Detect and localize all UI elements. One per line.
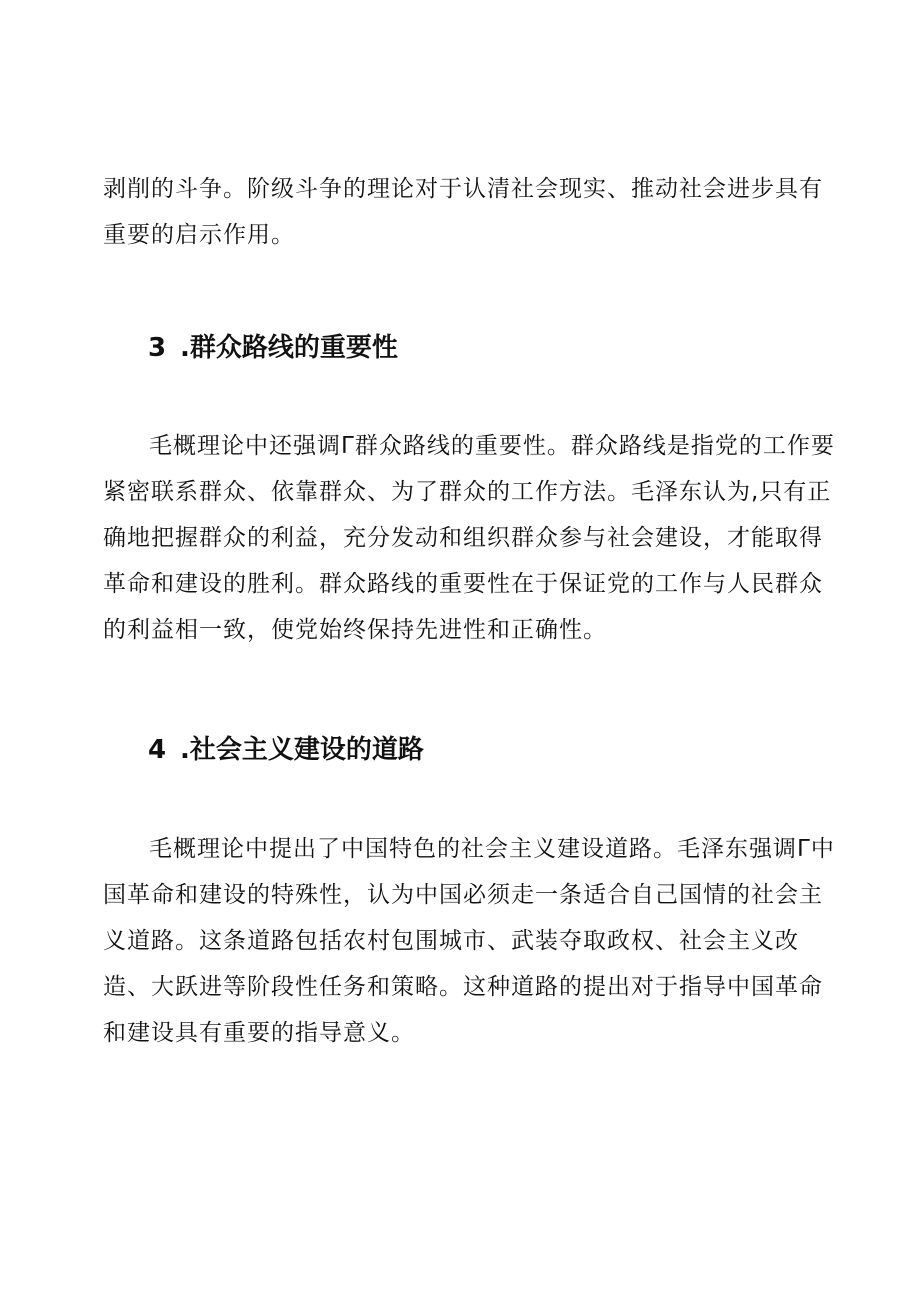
section-4-heading [148, 730, 424, 770]
paragraph-line: 国革命和建设的特殊性，认为中国必须走一条适合自己国情的社会主 [103, 882, 823, 908]
intro-paragraph [103, 166, 823, 258]
paragraph-line: 造、大跃进等阶段性任务和策略。这种道路的提出对于指导中国革命 [103, 974, 823, 1000]
section-title: .群众路线的重要性 [180, 333, 398, 363]
paragraph-line: 的利益相一致，使党始终保持先进性和正确性。 [103, 617, 607, 643]
section-number: 3 [148, 333, 167, 363]
section-number: 4 [148, 735, 167, 765]
section-title: .社会主义建设的道路 [180, 735, 424, 765]
paragraph-line: 剥削的斗争。阶级斗争的理论对于认清社会现实、推动社会进步具有 [103, 176, 823, 202]
section-4-paragraph [103, 826, 835, 1056]
paragraph-line: 确地把握群众的利益，充分发动和组织群众参与社会建设，才能取得 [103, 525, 823, 551]
section-3-paragraph [103, 423, 835, 653]
paragraph-line: 重要的启示作用。 [103, 222, 295, 248]
paragraph-line: 毛概理论中提出了中国特色的社会主义建设道路。毛泽东强调Γ中 [149, 836, 835, 862]
paragraph-line: 毛概理论中还强调Γ群众路线的重要性。群众路线是指党的工作要 [149, 433, 835, 459]
paragraph-line: 革命和建设的胜利。群众路线的重要性在于保证党的工作与人民群众 [103, 571, 823, 597]
paragraph-line: 义道路。这条道路包括农村包围城市、武装夺取政权、社会主义改 [103, 928, 799, 954]
paragraph-line: 和建设具有重要的指导意义。 [103, 1020, 415, 1046]
section-3-heading [148, 328, 398, 368]
paragraph-line: 紧密联系群众、依靠群众、为了群众的工作方法。毛泽东认为,只有正 [103, 479, 832, 505]
